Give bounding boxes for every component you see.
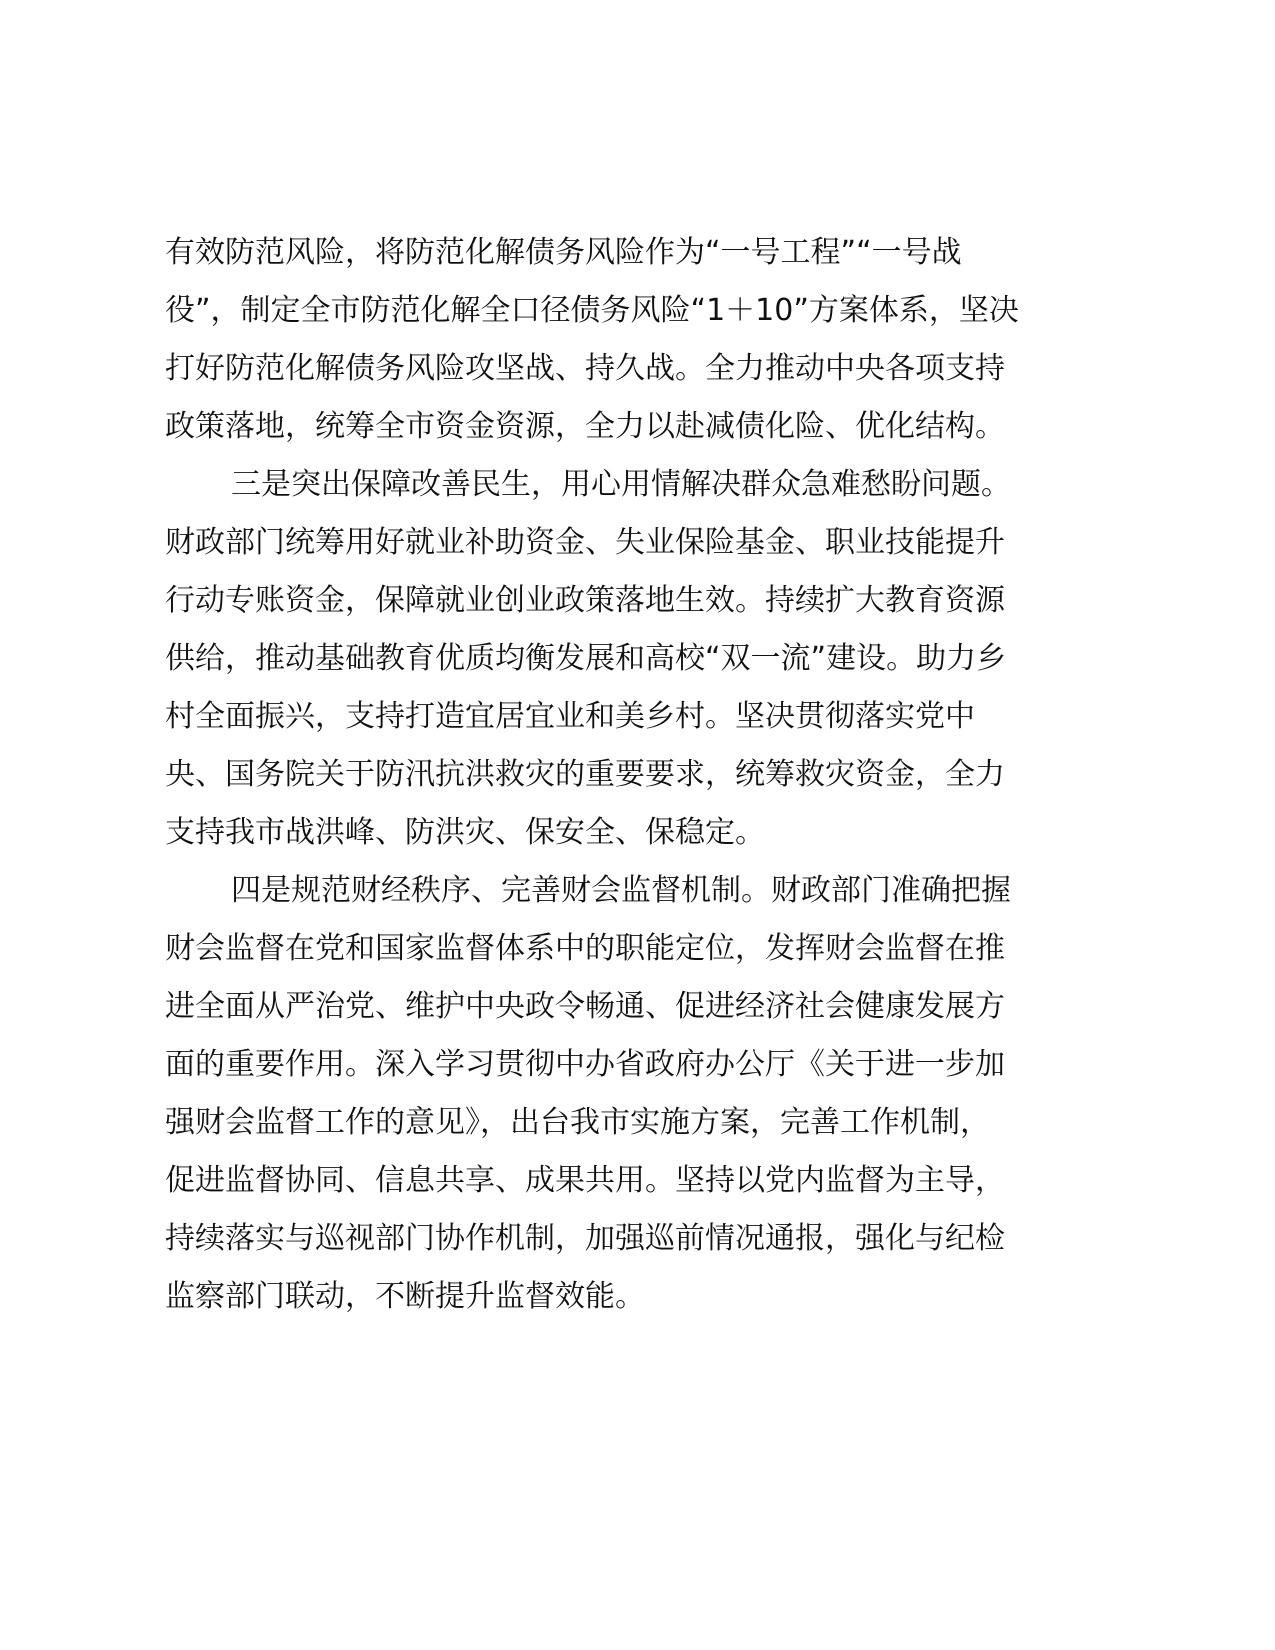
text-line: 供给，推动基础教育优质均衡发展和高校“双一流”建设。助力乡 <box>165 641 1007 676</box>
text-line: 有效防范风险，将防范化解债务风险作为“一号工程”“一号战 <box>165 235 962 270</box>
text-line: 政策落地，统筹全市资金资源，全力以赴减债化险、优化结构。 <box>165 409 1005 444</box>
text-line: 促进监督协同、信息共享、成果共用。坚持以党内监督为主导， <box>165 1163 1005 1198</box>
paragraph-start-line: 三是突出保障改善民生，用心用情解决群众急难愁盼问题。 <box>231 467 1011 502</box>
text-line: 财会监督在党和国家监督体系中的职能定位，发挥财会监督在推 <box>165 931 1005 966</box>
text-line: 财政部门统筹用好就业补助资金、失业保险基金、职业技能提升 <box>165 525 1005 560</box>
paragraph-start-line: 四是规范财经秩序、完善财会监督机制。财政部门准确把握 <box>231 873 1011 908</box>
text-line: 村全面振兴，支持打造宜居宜业和美乡村。坚决贯彻落实党中 <box>165 699 975 734</box>
text-line: 监察部门联动，不断提升监督效能。 <box>165 1279 645 1314</box>
text-line: 进全面从严治党、维护中央政令畅通、促进经济社会健康发展方 <box>165 989 1005 1024</box>
text-line: 持续落实与巡视部门协作机制，加强巡前情况通报，强化与纪检 <box>165 1221 1005 1256</box>
text-line: 支持我市战洪峰、防洪灾、保安全、保稳定。 <box>165 815 765 850</box>
text-line: 打好防范化解债务风险攻坚战、持久战。全力推动中央各项支持 <box>165 351 1005 386</box>
text-line: 面的重要作用。深入学习贯彻中办省政府办公厅《关于进一步加 <box>165 1047 1005 1082</box>
text-line: 役”，制定全市防范化解全口径债务风险“1＋10”方案体系，坚决 <box>165 293 1019 328</box>
text-line: 行动专账资金，保障就业创业政策落地生效。持续扩大教育资源 <box>165 583 1005 618</box>
text-line: 央、国务院关于防汛抗洪救灾的重要要求，统筹救灾资金，全力 <box>165 757 1005 792</box>
document-body <box>165 224 1105 1326</box>
text-line: 强财会监督工作的意见》，出台我市实施方案，完善工作机制， <box>165 1105 990 1140</box>
